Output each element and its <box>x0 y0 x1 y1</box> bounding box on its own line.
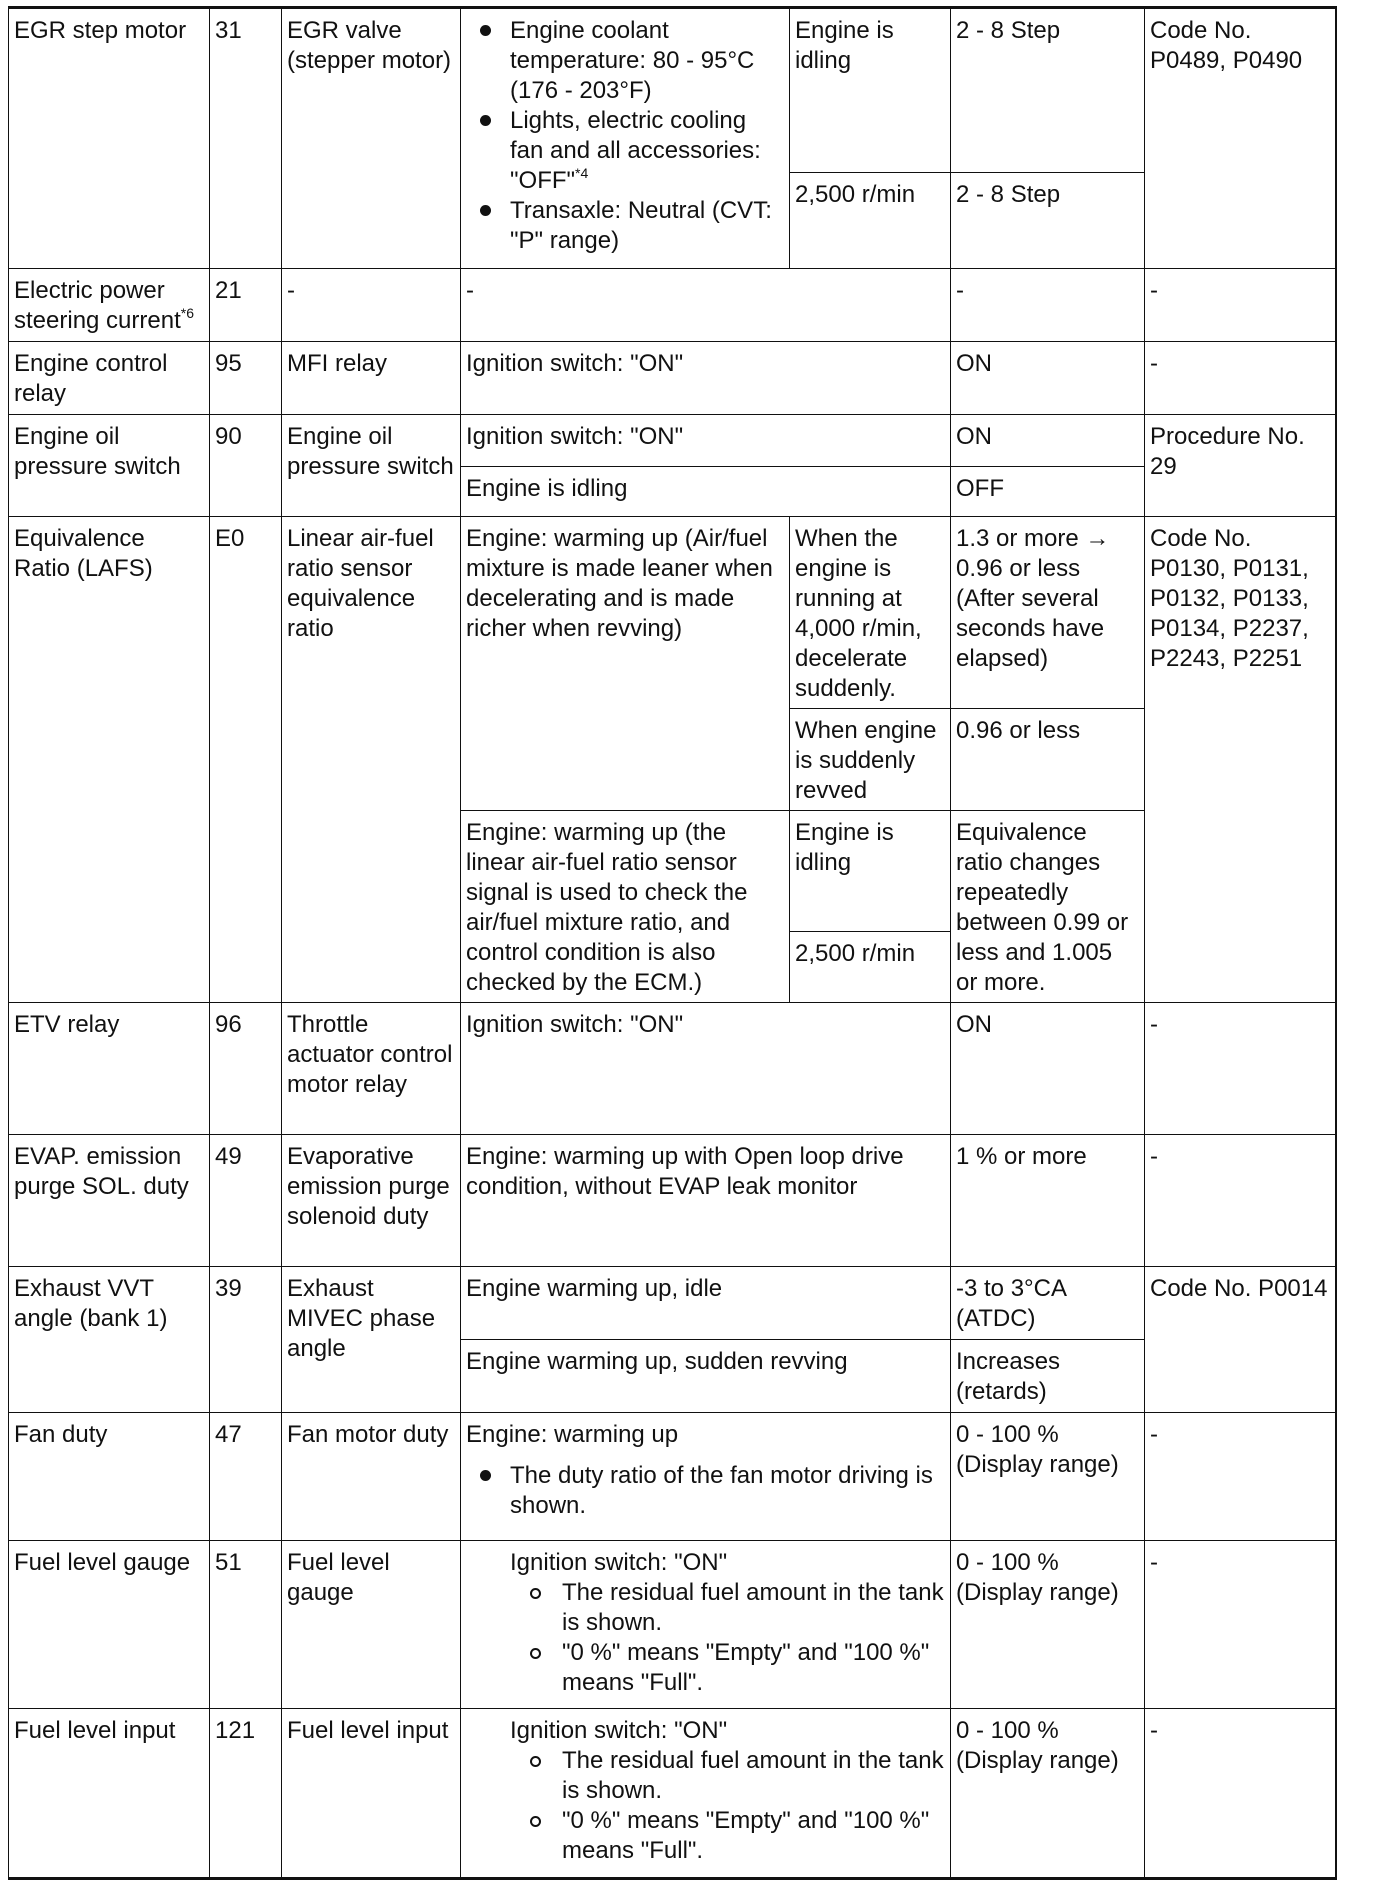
normal-condition: 0.96 or less <box>951 709 1145 811</box>
table-row <box>9 342 1336 415</box>
normal-condition: OFF <box>951 467 1145 517</box>
sub-condition: Engine is idling <box>790 8 951 173</box>
sub-condition: 2,500 r/min <box>790 932 951 1003</box>
check-condition: Ignition switch: "ON" <box>461 415 951 467</box>
item-description: Fan motor duty <box>282 1413 461 1541</box>
item-name: Exhaust VVT angle (bank 1) <box>9 1267 210 1413</box>
inspection-reference: Procedure No. 29 <box>1145 415 1336 517</box>
normal-condition: 2 - 8 Step <box>951 173 1145 269</box>
table-row <box>9 1267 1336 1340</box>
check-condition <box>461 1541 951 1709</box>
footnote-mark: *6 <box>180 305 194 321</box>
item-name: EVAP. emission purge SOL. duty <box>9 1135 210 1267</box>
item-number: 21 <box>210 269 282 342</box>
table-row <box>9 1413 1336 1541</box>
table-row <box>9 1003 1336 1135</box>
item-description: Engine oil pressure switch <box>282 415 461 517</box>
list-item <box>510 106 785 196</box>
normal-condition: 0 - 100 % (Display range) <box>951 1709 1145 1879</box>
condition-list <box>510 1746 946 1866</box>
item-number: 49 <box>210 1135 282 1267</box>
check-condition: Engine: warming up (the linear air-fuel ratio sensor signal is used to check the air/fuel mixture ratio, and control condition is also checked by the ECM.) <box>461 811 790 1003</box>
inspection-reference: - <box>1145 1135 1336 1267</box>
normal-condition: ON <box>951 415 1145 467</box>
check-condition: Ignition switch: "ON" <box>461 1003 951 1135</box>
list-item: The duty ratio of the fan motor driving is shown. <box>510 1461 946 1521</box>
check-condition: Engine is idling <box>461 467 951 517</box>
table-row <box>9 269 1336 342</box>
condition-list <box>510 1578 946 1698</box>
inspection-reference: - <box>1145 342 1336 415</box>
item-number: 96 <box>210 1003 282 1135</box>
normal-condition: ON <box>951 1003 1145 1135</box>
item-description: EGR valve (stepper motor) <box>282 8 461 269</box>
normal-condition: Increases (retards) <box>951 1340 1145 1413</box>
check-condition: Engine: warming up (Air/fuel mixture is made leaner when decelerating and is made richer when revving) <box>461 517 790 811</box>
table-row <box>9 1135 1336 1267</box>
item-name-text: Electric power steering current <box>14 277 181 334</box>
inspection-reference: Code No. P0489, P0490 <box>1145 8 1336 269</box>
list-item: Engine coolant temperature: 80 - 95°C (176 - 203°F) <box>510 16 785 106</box>
item-number: 31 <box>210 8 282 269</box>
item-description: - <box>282 269 461 342</box>
table-row <box>9 1541 1336 1709</box>
list-item: "0 %" means "Empty" and "100 %" means "Full". <box>562 1806 946 1866</box>
item-description: Evaporative emission purge solenoid duty <box>282 1135 461 1267</box>
item-number: E0 <box>210 517 282 1003</box>
item-description: Fuel level input <box>282 1709 461 1879</box>
list-item: The residual fuel amount in the tank is shown. <box>562 1578 946 1638</box>
inspection-reference: - <box>1145 1541 1336 1709</box>
item-number: 39 <box>210 1267 282 1413</box>
inspection-reference: - <box>1145 1003 1336 1135</box>
normal-condition: 1.3 or more → 0.96 or less (After several seconds have elapsed) <box>951 517 1145 709</box>
check-condition: - <box>461 269 951 342</box>
item-number: 51 <box>210 1541 282 1709</box>
item-name <box>9 269 210 342</box>
normal-condition: ON <box>951 342 1145 415</box>
service-data-table <box>8 6 1337 1880</box>
item-name: Engine oil pressure switch <box>9 415 210 517</box>
check-condition: Ignition switch: "ON" <box>461 342 951 415</box>
condition-text: Ignition switch: "ON" <box>510 1549 728 1576</box>
item-name: Fan duty <box>9 1413 210 1541</box>
item-number: 47 <box>210 1413 282 1541</box>
sub-condition: When the engine is running at 4,000 r/min, decelerate suddenly. <box>790 517 951 709</box>
list-item: The residual fuel amount in the tank is shown. <box>562 1746 946 1806</box>
table-row <box>9 8 1336 173</box>
item-name: ETV relay <box>9 1003 210 1135</box>
normal-condition: 0 - 100 % (Display range) <box>951 1413 1145 1541</box>
check-condition <box>461 1709 951 1879</box>
inspection-reference: Code No. P0014 <box>1145 1267 1336 1413</box>
condition-list <box>466 16 785 256</box>
list-item: "0 %" means "Empty" and "100 %" means "Full". <box>562 1638 946 1698</box>
item-description: Exhaust MIVEC phase angle <box>282 1267 461 1413</box>
item-description: Fuel level gauge <box>282 1541 461 1709</box>
check-condition <box>461 8 790 269</box>
condition-text: Ignition switch: "ON" <box>510 1717 728 1744</box>
item-number: 90 <box>210 415 282 517</box>
normal-condition: Equivalence ratio changes repeatedly between 0.99 or less and 1.005 or more. <box>951 811 1145 1003</box>
inspection-reference: - <box>1145 1709 1336 1879</box>
normal-condition: -3 to 3°CA (ATDC) <box>951 1267 1145 1340</box>
inspection-reference: Code No. P0130, P0131, P0132, P0133, P0134, P2237, P2243, P2251 <box>1145 517 1336 1003</box>
item-number: 95 <box>210 342 282 415</box>
footnote-mark: *4 <box>575 165 589 181</box>
inspection-reference: - <box>1145 1413 1336 1541</box>
item-name: Equivalence Ratio (LAFS) <box>9 517 210 1003</box>
sub-condition: Engine is idling <box>790 811 951 932</box>
item-name: Engine control relay <box>9 342 210 415</box>
list-item: Transaxle: Neutral (CVT: "P" range) <box>510 196 785 256</box>
normal-condition: - <box>951 269 1145 342</box>
table-row <box>9 517 1336 709</box>
table-row <box>9 1709 1336 1879</box>
condition-text: Engine: warming up <box>466 1421 679 1448</box>
item-number: 121 <box>210 1709 282 1879</box>
list-item-text: Lights, electric cooling fan and all accessories: "OFF" <box>510 107 761 194</box>
table-row <box>9 415 1336 467</box>
check-condition <box>461 1413 951 1541</box>
inspection-reference: - <box>1145 269 1336 342</box>
check-condition: Engine: warming up with Open loop drive condition, without EVAP leak monitor <box>461 1135 951 1267</box>
item-name: Fuel level input <box>9 1709 210 1879</box>
item-name: Fuel level gauge <box>9 1541 210 1709</box>
item-description: Linear air-fuel ratio sensor equivalence ratio <box>282 517 461 1003</box>
item-description: Throttle actuator control motor relay <box>282 1003 461 1135</box>
normal-condition: 2 - 8 Step <box>951 8 1145 173</box>
check-condition: Engine warming up, idle <box>461 1267 951 1340</box>
condition-list <box>466 1461 946 1521</box>
sub-condition: When engine is suddenly revved <box>790 709 951 811</box>
normal-condition: 1 % or more <box>951 1135 1145 1267</box>
check-condition: Engine warming up, sudden revving <box>461 1340 951 1413</box>
normal-condition: 0 - 100 % (Display range) <box>951 1541 1145 1709</box>
sub-condition: 2,500 r/min <box>790 173 951 269</box>
item-description: MFI relay <box>282 342 461 415</box>
item-name: EGR step motor <box>9 8 210 269</box>
